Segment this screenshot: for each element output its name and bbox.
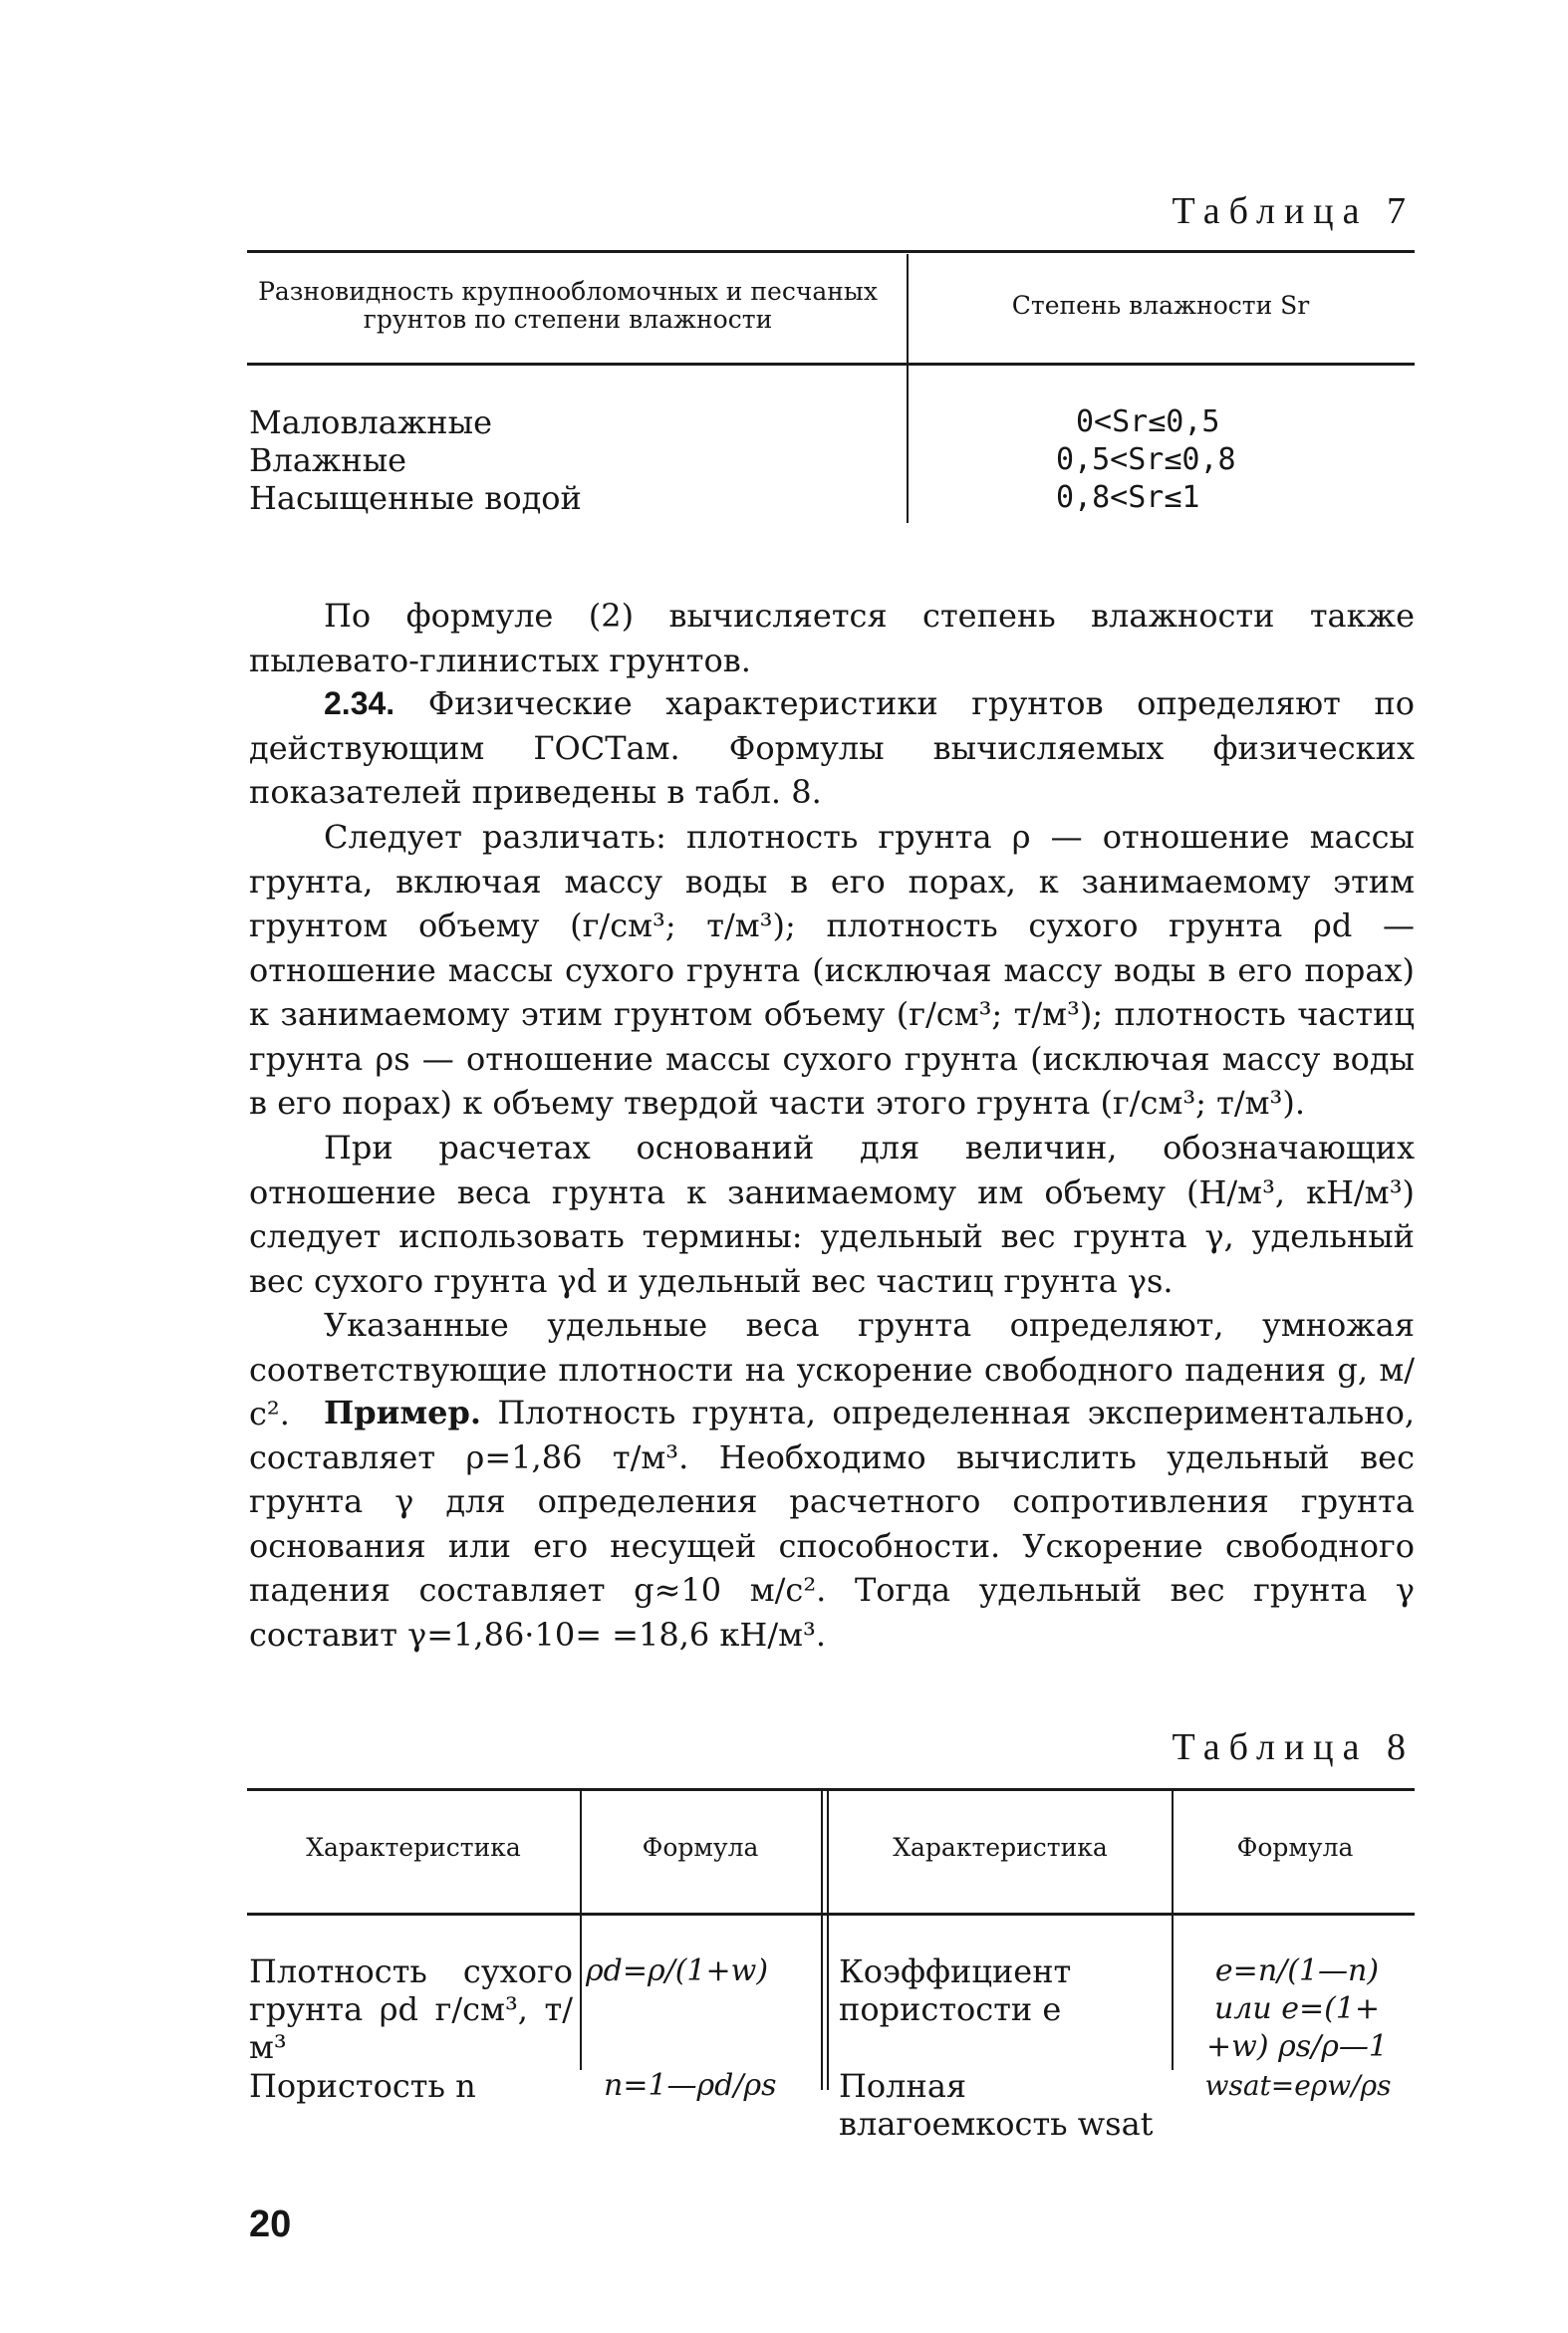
paragraph-gravity: Указанные удельные веса грунта определяют, умножая соответствующие плотности на ускорение свободного падения g, м/с². (249, 1306, 1415, 1432)
table7-header-rule (247, 363, 1415, 366)
table7-rows-ranges (1056, 403, 1385, 517)
example-lead: Пример. (324, 1394, 481, 1431)
table7-row-range: 0,5<Sr≤0,8 (1056, 442, 1236, 477)
table8-top-rule (247, 1788, 1415, 1791)
table7-header-col2: Степень влажности Sr (1011, 291, 1310, 320)
table7-row-name: Насыщенные водой (249, 479, 582, 517)
table7-row-range: 0<Sr≤0,5 (1076, 404, 1220, 439)
paragraph-formula-2: По формуле (2) вычисляется степень влажности также пылевато-глинистых грунтов. (249, 597, 1415, 679)
section-number: 2.34. (324, 685, 395, 721)
table8-row1-characteristic-right: Коэффициент пористости e (839, 1952, 1072, 2028)
table8-divider-2a (821, 1791, 823, 2090)
table8-row2-characteristic-left: Пористость n (249, 2067, 476, 2105)
table8-header-characteristic-left: Характеристика (306, 1833, 521, 1862)
example-text: Плотность грунта, определенная экспериментально, составляет ρ=1,86 т/м³. Необходимо вычислить удельный вес грунта γ для определения расчетного сопротивления грунта основания или его несущей способности. Ускорение свободного падения составляет g≈10 м/с². Тогда удельный вес грунта γ составит γ=1,86·10= =18,6 кН/м³. (249, 1394, 1415, 1654)
table8-caption: Таблица 8 (1172, 1726, 1415, 1768)
page-number: 20 (249, 2203, 292, 2245)
paragraph-densities: Следует различать: плотность грунта ρ — отношение массы грунта, включая массу воды в его порах, к занимаемому этим грунтом объему (г/см³; т/м³); плотность сухого грунта ρd — отношение массы сухого грунта (исключая массу воды в его порах) к занимаемому этим грунтом объему (г/см³; т/м³); плотность частиц грунта ρs — отношение массы сухого грунта (исключая массу воды в его порах) к объему твердой части этого грунта (г/см³; т/м³). (249, 818, 1415, 1122)
table8-header-formula-left: Формула (642, 1833, 759, 1862)
table8-row1-characteristic-left: Плотность сухого грунта ρd г/см³, т/м³ (249, 1952, 573, 2066)
table7-rows-names (249, 403, 887, 517)
paragraph-example (249, 1391, 1415, 1657)
table8-divider-1 (580, 1791, 582, 2070)
table7-column-divider (907, 254, 909, 523)
table8-row1-formula-left: ρd=ρ/(1+w) (586, 1953, 769, 1988)
table7-header-col1: Разновидность крупнообломочных и песчаных грунтов по степени влажности (258, 277, 878, 334)
table7-caption: Таблица 7 (1172, 190, 1415, 232)
section-text: Физические характеристики грунтов определяют по действующим ГОСТам. Формулы вычисляемых физических показателей приведены в табл. 8. (249, 684, 1415, 811)
table8-header-rule (247, 1913, 1415, 1916)
table7-row-range: 0,8<Sr≤1 (1056, 480, 1200, 515)
table8-row2-formula-left: n=1—ρd/ρs (604, 2068, 777, 2103)
paragraph-2-34 (249, 681, 1415, 815)
table8-row2-formula-right: wsat=eρw/ρs (1204, 2069, 1392, 2102)
table8-header-characteristic-right: Характеристика (893, 1833, 1108, 1862)
paragraph-unit-weights: При расчетах оснований для величин, обозначающих отношение веса грунта к занимаемому им объему (Н/м³, кН/м³) следует использовать термины: удельный вес грунта γ, удельный вес сухого грунта γd и удельный вес частиц грунта γs. (249, 1129, 1415, 1300)
table7-row-name: Маловлажные (249, 403, 493, 441)
table7-top-rule (247, 250, 1415, 253)
table8-divider-3 (1172, 1791, 1174, 2070)
table8-divider-2b (827, 1791, 829, 2090)
table7-row-name: Влажные (249, 441, 407, 479)
table8-header-formula-right: Формула (1236, 1833, 1354, 1862)
table8-row1-formula-right: e=n/(1—n) или e=(1+ +w) ρs/ρ—1 (1206, 1953, 1388, 2064)
table8-row2-characteristic-right: Полная влагоемкость wsat (839, 2067, 1154, 2143)
